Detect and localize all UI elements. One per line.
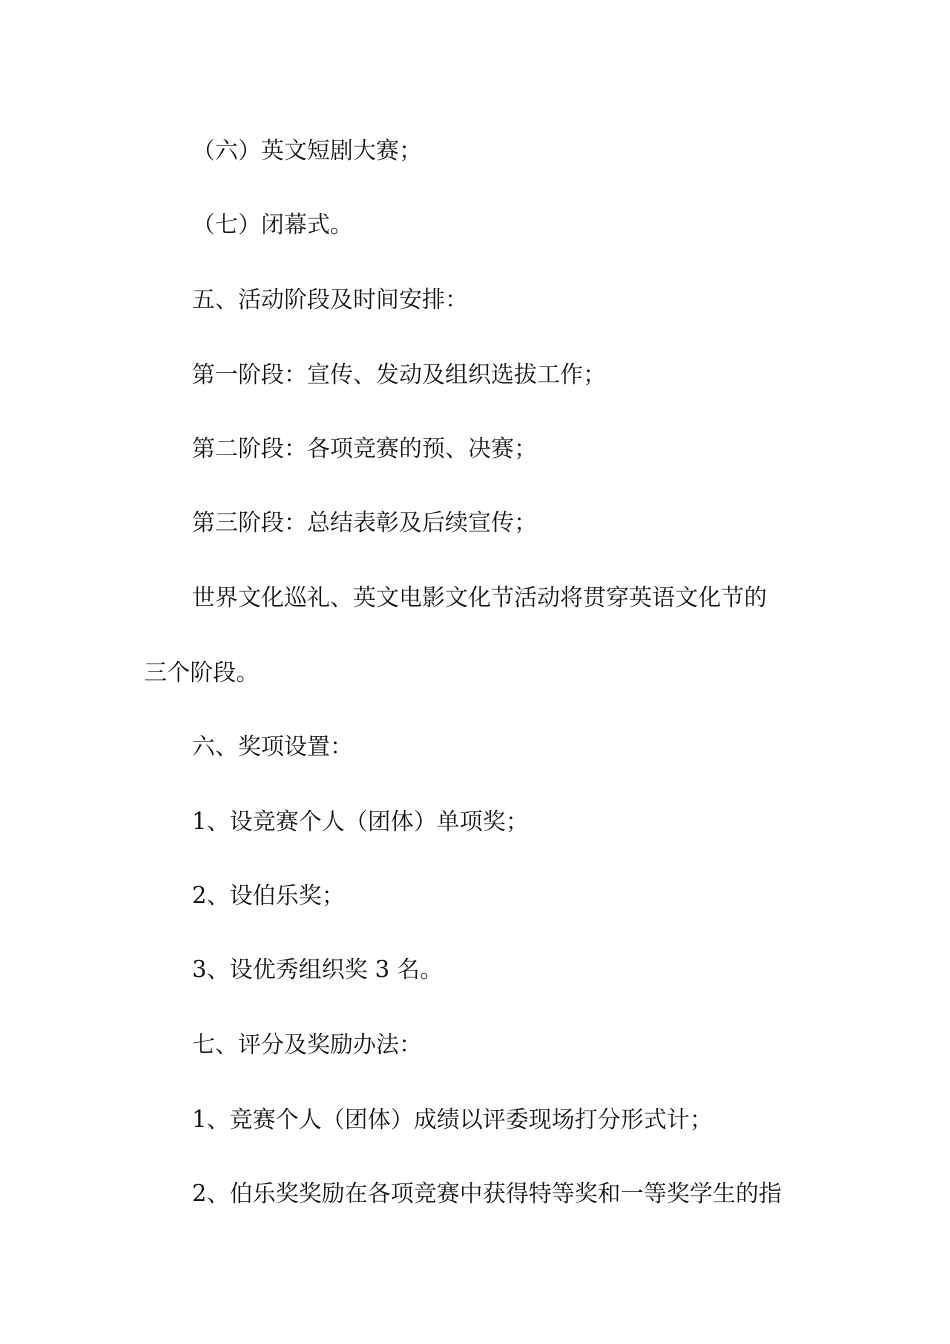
section-heading: 六、奖项设置： [192, 734, 353, 760]
section-heading: 七、评分及奖励办法： [192, 1032, 422, 1058]
text-line: 2、设伯乐奖； [192, 883, 345, 909]
text-line: 第一阶段：宣传、发动及组织选拔工作； [192, 362, 606, 388]
text-line: 1、竞赛个人（团体）成绩以评委现场打分形式计； [192, 1107, 713, 1133]
text-line: 第二阶段：各项竞赛的预、决赛； [192, 436, 537, 462]
text-line: 2、伯乐奖奖励在各项竞赛中获得特等奖和一等奖学生的指 [192, 1181, 782, 1207]
text-line: 世界文化巡礼、英文电影文化节活动将贯穿英语文化节的 [192, 585, 767, 611]
section-heading: 五、活动阶段及时间安排： [192, 287, 468, 313]
text-line: （七）闭幕式。 [192, 212, 353, 238]
text-line: （六）英文短剧大赛； [192, 138, 422, 164]
text-line: 1、设竞赛个人（团体）单项奖； [192, 809, 529, 835]
text-line: 第三阶段：总结表彰及后续宣传； [192, 510, 537, 536]
text-line: 3、设优秀组织奖 3 名。 [192, 957, 443, 983]
text-line: 三个阶段。 [144, 660, 259, 686]
